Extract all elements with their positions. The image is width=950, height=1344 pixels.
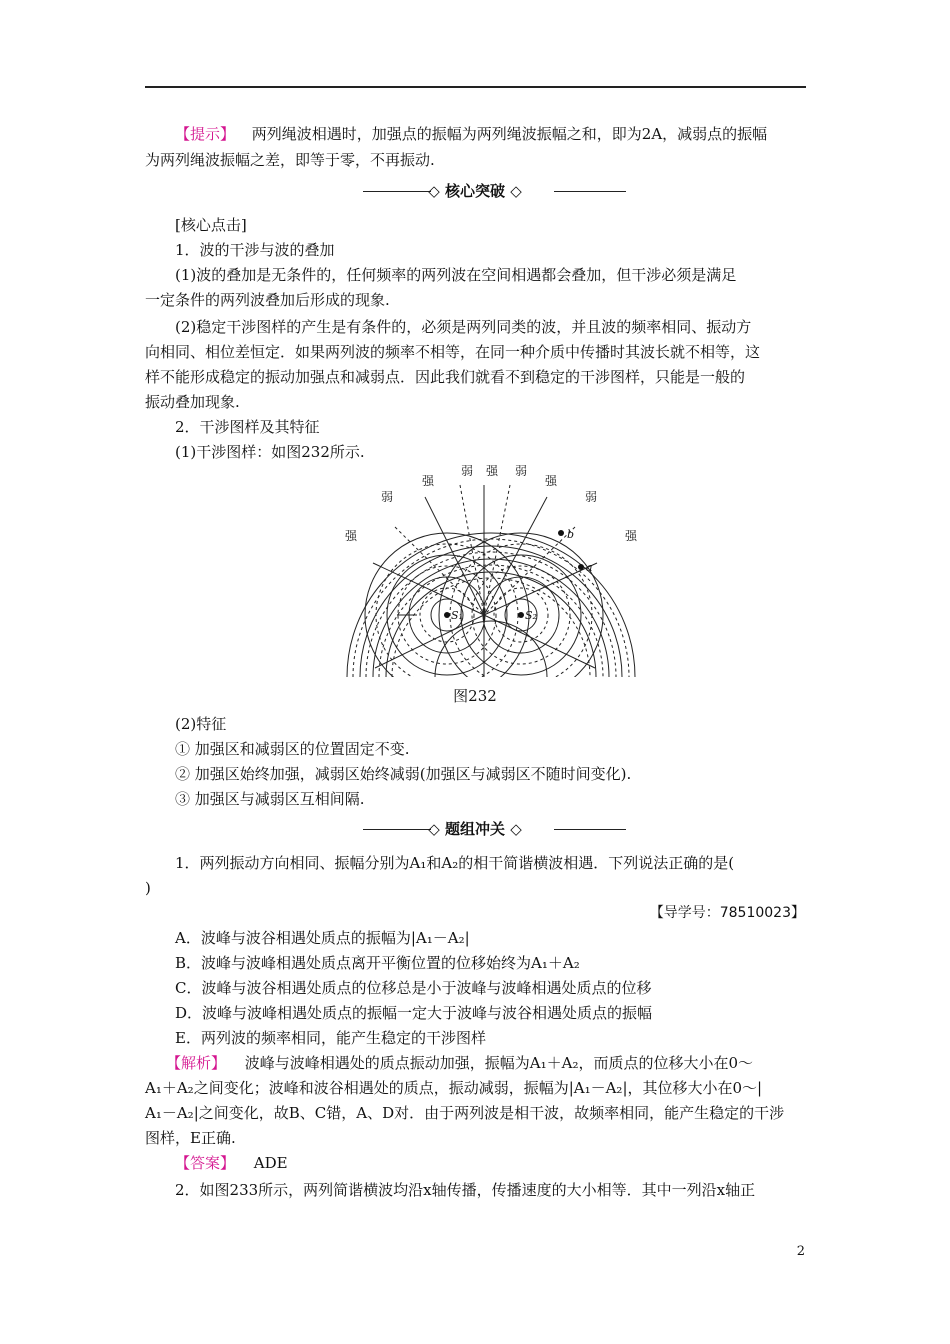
interference-diagram (335, 463, 645, 677)
label-strong-right: 强 (625, 529, 638, 543)
option-d: D．波峰与波峰相遇处质点的振幅一定大于波峰与波谷相遇处质点的振幅 (175, 1004, 653, 1022)
question2-stem-line1: 2．如图233所示，两列简谐横波均沿x轴传播，传播速度的大小相等．其中一列沿x轴正 (175, 1181, 756, 1199)
label-weak-right: 弱 (585, 490, 598, 504)
analysis-text-1: 波峰与波峰相遇处的质点振动加强，振幅为A₁＋A₂，而质点的位移大小在0～ (244, 1054, 754, 1072)
label-s1: S₁ (451, 609, 463, 622)
hint-tag: 【提示】 (175, 125, 236, 143)
item2-subtitle-1: (1)干涉图样：如图232所示. (175, 443, 365, 461)
analysis-line-1 (166, 1053, 753, 1073)
hint-line-1 (175, 124, 767, 144)
label-strong-top: 强 (486, 464, 499, 478)
paragraph2-line1: (2)稳定干涉图样的产生是有条件的，必须是两列同类的波，并且波的频率相同、振动方 (175, 318, 752, 336)
point-b-dot (558, 530, 564, 536)
section2-title: ◇ 题组冲关 ◇ (428, 820, 522, 838)
label-weak-top-1: 弱 (461, 464, 474, 478)
label-a: a (586, 561, 593, 574)
label-s2: S₂ (525, 609, 537, 622)
option-a: A．波峰与波谷相遇处质点的振幅为|A₁－A₂| (175, 929, 470, 947)
label-strong-left: 强 (345, 529, 358, 543)
section-title: ◇ 核心突破 ◇ (428, 182, 522, 200)
analysis-line-2: A₁＋A₂之间变化；波峰和波谷相遇处的质点，振动减弱，振幅为|A₁－A₂|，其位移大小在0～| (145, 1079, 763, 1097)
paragraph2-line3: 样不能形成稳定的振动加强点和减弱点．因此我们就看不到稳定的干涉图样，只能是一般的 (145, 368, 746, 386)
paragraph2-line2: 向相同、相位差恒定．如果两列波的频率不相等，在同一种介质中传播时其波长就不相等，这 (145, 343, 761, 361)
header-rule (145, 86, 806, 88)
label-strong-left-top: 强 (422, 474, 435, 488)
item1-title: 1．波的干涉与波的叠加 (175, 241, 335, 259)
option-b: B．波峰与波峰相遇处质点离开平衡位置的位移始终为A₁＋A₂ (175, 954, 580, 972)
paragraph1-line1: (1)波的叠加是无条件的，任何频率的两列波在空间相遇都会叠加，但干涉必须是满足 (175, 266, 737, 284)
section-practice (0, 818, 950, 840)
source-s2-dot (518, 612, 524, 618)
paragraph2-line4: 振动叠加现象. (145, 393, 240, 411)
hint-line-2: 为两列绳波振幅之差，即等于零，不再振动. (145, 151, 435, 169)
label-weak-top-2: 弱 (515, 464, 528, 478)
item2-subtitle-2: (2)特征 (175, 715, 227, 733)
point-a-dot (578, 564, 584, 570)
feature-1: ① 加强区和减弱区的位置固定不变. (175, 740, 410, 758)
question1-stem-line2: ) (145, 879, 151, 897)
analysis-line-3: A₁－A₂|之间变化，故B、C错，A、D对．由于两列波是相干波，故频率相同，能产生稳定的干涉 (145, 1104, 785, 1122)
section2-right-bar (554, 829, 626, 830)
label-b: b (567, 528, 575, 541)
core-heading: [核心点击] (175, 216, 247, 234)
option-e: E．两列波的频率相同，能产生稳定的干涉图样 (175, 1029, 486, 1047)
source-s1-dot (444, 612, 450, 618)
answer-value: ADE (253, 1154, 288, 1172)
page-number: 2 (796, 1244, 805, 1259)
item2-title: 2．干涉图样及其特征 (175, 418, 320, 436)
interference-figure (335, 463, 645, 677)
analysis-line-4: 图样，E正确. (145, 1129, 236, 1147)
feature-3: ③ 加强区与减弱区互相间隔. (175, 790, 365, 808)
answer-line (175, 1153, 288, 1173)
label-strong-right-top: 强 (545, 474, 558, 488)
option-c: C．波峰与波谷相遇处质点的位移总是小于波峰与波峰相遇处质点的位移 (175, 979, 652, 997)
section-right-bar (554, 191, 626, 192)
answer-tag: 【答案】 (175, 1154, 236, 1172)
analysis-tag: 【解析】 (166, 1054, 227, 1072)
hint-text-1: 两列绳波相遇时，加强点的振幅为两列绳波振幅之和，即为2A，减弱点的振幅 (251, 125, 768, 143)
section-core-breakthrough (0, 180, 950, 202)
guide-number: 【导学号：78510023】 (649, 905, 805, 921)
label-weak-left: 弱 (381, 490, 394, 504)
feature-2: ② 加强区始终加强，减弱区始终减弱(加强区与减弱区不随时间变化). (175, 765, 632, 783)
figure-caption: 图232 (453, 687, 497, 705)
paragraph1-line2: 一定条件的两列波叠加后形成的现象. (145, 291, 390, 309)
question1-stem-line1: 1．两列振动方向相同、振幅分别为A₁和A₂的相干简谐横波相遇．下列说法正确的是( (175, 854, 735, 872)
